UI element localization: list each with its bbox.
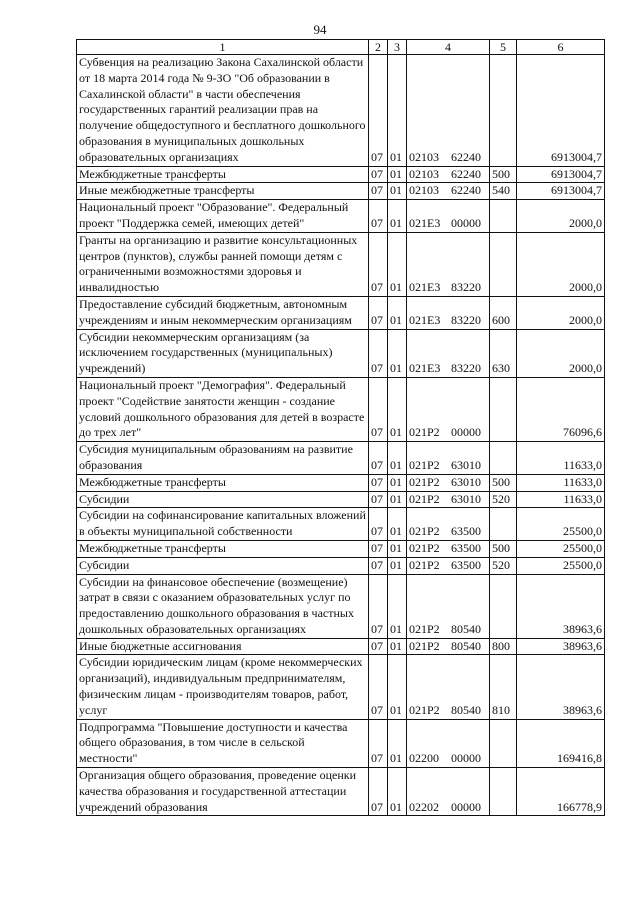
row-subsection-code: 01 xyxy=(388,377,407,441)
row-expense-type xyxy=(490,200,517,233)
target-article-direction-code: 83220 xyxy=(451,312,481,327)
target-article-direction-code: 00000 xyxy=(451,425,481,440)
table-row xyxy=(77,55,605,167)
target-article-program-code: 02200 xyxy=(409,751,439,766)
row-section-code: 07 xyxy=(369,183,388,200)
row-subsection-code: 01 xyxy=(388,557,407,574)
row-subsection-code: 01 xyxy=(388,508,407,541)
target-article-program-code: 02103 xyxy=(409,183,439,198)
table-row xyxy=(77,574,605,638)
row-expense-type: 800 xyxy=(490,638,517,655)
row-expense-type: 500 xyxy=(490,474,517,491)
row-name: Межбюджетные трансферты xyxy=(77,540,369,557)
row-subsection-code: 01 xyxy=(388,200,407,233)
table-row xyxy=(77,183,605,200)
row-target-article xyxy=(407,232,490,296)
table-row xyxy=(77,491,605,508)
row-target-article xyxy=(407,655,490,719)
row-target-article xyxy=(407,491,490,508)
target-article-program-code: 021P2 xyxy=(409,524,440,539)
row-amount: 11633,0 xyxy=(517,491,605,508)
row-target-article xyxy=(407,183,490,200)
target-article-program-code: 021P2 xyxy=(409,540,440,555)
row-subsection-code: 01 xyxy=(388,296,407,329)
row-amount: 38963,6 xyxy=(517,655,605,719)
row-section-code: 07 xyxy=(369,377,388,441)
target-article-program-code: 021P2 xyxy=(409,702,440,717)
row-target-article xyxy=(407,166,490,183)
row-subsection-code: 01 xyxy=(388,183,407,200)
row-section-code: 07 xyxy=(369,166,388,183)
row-section-code: 07 xyxy=(369,296,388,329)
row-section-code: 07 xyxy=(369,508,388,541)
target-article-direction-code: 62240 xyxy=(451,149,481,164)
row-name: Субсидии xyxy=(77,557,369,574)
row-target-article xyxy=(407,377,490,441)
budget-table xyxy=(76,39,605,816)
target-article-direction-code: 63500 xyxy=(451,524,481,539)
target-article-program-code: 021P2 xyxy=(409,457,440,472)
table-row xyxy=(77,719,605,767)
table-row xyxy=(77,655,605,719)
row-amount: 2000,0 xyxy=(517,329,605,377)
target-article-direction-code: 63500 xyxy=(451,540,481,555)
table-row xyxy=(77,232,605,296)
column-header-4: 4 xyxy=(407,40,490,55)
table-row xyxy=(77,638,605,655)
table-row xyxy=(77,166,605,183)
row-name: Субсидии юридическим лицам (кроме некоммерческих организаций), индивидуальным предпринимателям, физическим лицам - производителям товаров, работ, услуг xyxy=(77,655,369,719)
row-target-article xyxy=(407,329,490,377)
row-section-code: 07 xyxy=(369,574,388,638)
row-expense-type xyxy=(490,232,517,296)
row-subsection-code: 01 xyxy=(388,540,407,557)
row-subsection-code: 01 xyxy=(388,574,407,638)
row-expense-type: 500 xyxy=(490,166,517,183)
row-target-article xyxy=(407,557,490,574)
row-target-article xyxy=(407,442,490,475)
row-amount: 38963,6 xyxy=(517,574,605,638)
target-article-direction-code: 00000 xyxy=(451,751,481,766)
table-row xyxy=(77,557,605,574)
row-target-article xyxy=(407,474,490,491)
row-expense-type: 520 xyxy=(490,491,517,508)
row-subsection-code: 01 xyxy=(388,166,407,183)
row-subsection-code: 01 xyxy=(388,474,407,491)
row-expense-type: 600 xyxy=(490,296,517,329)
target-article-direction-code: 63010 xyxy=(451,474,481,489)
row-expense-type xyxy=(490,508,517,541)
row-name: Национальный проект "Образование". Федеральный проект "Поддержка семей, имеющих детей" xyxy=(77,200,369,233)
row-amount: 25500,0 xyxy=(517,557,605,574)
row-expense-type: 810 xyxy=(490,655,517,719)
row-name: Подпрограмма "Повышение доступности и качества общего образования, в том числе в сельской местности" xyxy=(77,719,369,767)
table-row xyxy=(77,540,605,557)
row-subsection-code: 01 xyxy=(388,329,407,377)
target-article-direction-code: 00000 xyxy=(451,799,481,814)
target-article-direction-code: 80540 xyxy=(451,621,481,636)
row-amount: 38963,6 xyxy=(517,638,605,655)
row-expense-type: 630 xyxy=(490,329,517,377)
target-article-program-code: 02202 xyxy=(409,799,439,814)
row-subsection-code: 01 xyxy=(388,655,407,719)
row-subsection-code: 01 xyxy=(388,719,407,767)
row-expense-type xyxy=(490,574,517,638)
table-row xyxy=(77,442,605,475)
column-header-2: 2 xyxy=(369,40,388,55)
target-article-direction-code: 63010 xyxy=(451,491,481,506)
row-section-code: 07 xyxy=(369,442,388,475)
row-expense-type: 500 xyxy=(490,540,517,557)
row-name: Субсидии xyxy=(77,491,369,508)
target-article-direction-code: 63010 xyxy=(451,457,481,472)
table-row xyxy=(77,768,605,816)
row-section-code: 07 xyxy=(369,638,388,655)
row-name: Организация общего образования, проведение оценки качества образования и государственной аттестации учреждений образования xyxy=(77,768,369,816)
row-expense-type xyxy=(490,719,517,767)
row-amount: 2000,0 xyxy=(517,296,605,329)
column-header-5: 5 xyxy=(490,40,517,55)
row-section-code: 07 xyxy=(369,719,388,767)
row-amount: 2000,0 xyxy=(517,232,605,296)
row-section-code: 07 xyxy=(369,491,388,508)
row-subsection-code: 01 xyxy=(388,232,407,296)
row-amount: 25500,0 xyxy=(517,540,605,557)
row-section-code: 07 xyxy=(369,655,388,719)
row-name: Субсидии на финансовое обеспечение (возмещение) затрат в связи с оказанием образовательных услуг по предоставлению дошкольного образования в частных дошкольных образовательных организациях xyxy=(77,574,369,638)
target-article-direction-code: 62240 xyxy=(451,166,481,181)
target-article-direction-code: 62240 xyxy=(451,183,481,198)
row-section-code: 07 xyxy=(369,329,388,377)
target-article-program-code: 021P2 xyxy=(409,425,440,440)
table-row xyxy=(77,200,605,233)
target-article-program-code: 021P2 xyxy=(409,638,440,653)
target-article-direction-code: 83220 xyxy=(451,361,481,376)
row-target-article xyxy=(407,200,490,233)
target-article-program-code: 021E3 xyxy=(409,312,441,327)
row-target-article xyxy=(407,574,490,638)
row-expense-type xyxy=(490,377,517,441)
row-name: Субсидии некоммерческим организациям (за исключением государственных (муниципальных) учреждений) xyxy=(77,329,369,377)
row-target-article xyxy=(407,719,490,767)
target-article-direction-code: 00000 xyxy=(451,215,481,230)
target-article-direction-code: 80540 xyxy=(451,702,481,717)
table-row xyxy=(77,377,605,441)
target-article-program-code: 021P2 xyxy=(409,621,440,636)
row-amount: 25500,0 xyxy=(517,508,605,541)
row-expense-type xyxy=(490,55,517,167)
target-article-direction-code: 63500 xyxy=(451,557,481,572)
row-amount: 6913004,7 xyxy=(517,166,605,183)
row-name: Субвенция на реализацию Закона Сахалинской области от 18 марта 2014 года № 9-ЗО "Об образовании в Сахалинской области" в части обеспечения государственных гарантий реализации прав на получение общедоступного и бесплатного дошкольного образования в муниципальных дошкольных образовательных организациях xyxy=(77,55,369,167)
table-header-row xyxy=(77,40,605,55)
target-article-direction-code: 83220 xyxy=(451,280,481,295)
row-amount: 11633,0 xyxy=(517,474,605,491)
row-expense-type: 520 xyxy=(490,557,517,574)
column-header-3: 3 xyxy=(388,40,407,55)
row-amount: 6913004,7 xyxy=(517,55,605,167)
row-name: Субсидии на софинансирование капитальных вложений в объекты муниципальной собственности xyxy=(77,508,369,541)
page-number: 94 xyxy=(313,22,327,37)
target-article-program-code: 021P2 xyxy=(409,557,440,572)
row-amount: 169416,8 xyxy=(517,719,605,767)
row-section-code: 07 xyxy=(369,232,388,296)
target-article-program-code: 021P2 xyxy=(409,491,440,506)
row-section-code: 07 xyxy=(369,55,388,167)
row-subsection-code: 01 xyxy=(388,491,407,508)
row-subsection-code: 01 xyxy=(388,768,407,816)
target-article-program-code: 021E3 xyxy=(409,215,441,230)
row-name: Межбюджетные трансферты xyxy=(77,474,369,491)
target-article-program-code: 021E3 xyxy=(409,361,441,376)
row-section-code: 07 xyxy=(369,557,388,574)
target-article-program-code: 02103 xyxy=(409,166,439,181)
row-target-article xyxy=(407,55,490,167)
row-expense-type: 540 xyxy=(490,183,517,200)
table-row xyxy=(77,474,605,491)
row-name: Межбюджетные трансферты xyxy=(77,166,369,183)
row-section-code: 07 xyxy=(369,200,388,233)
row-target-article xyxy=(407,296,490,329)
row-section-code: 07 xyxy=(369,540,388,557)
row-amount: 166778,9 xyxy=(517,768,605,816)
row-name: Субсидия муниципальным образованиям на развитие образования xyxy=(77,442,369,475)
row-amount: 6913004,7 xyxy=(517,183,605,200)
row-name: Национальный проект "Демография". Федеральный проект "Содействие занятости женщин - создание условий дошкольного образования для детей в возрасте до трех лет" xyxy=(77,377,369,441)
row-amount: 76096,6 xyxy=(517,377,605,441)
column-header-6: 6 xyxy=(517,40,605,55)
column-header-1: 1 xyxy=(77,40,369,55)
row-section-code: 07 xyxy=(369,474,388,491)
row-expense-type xyxy=(490,442,517,475)
row-subsection-code: 01 xyxy=(388,638,407,655)
target-article-program-code: 021E3 xyxy=(409,280,441,295)
row-subsection-code: 01 xyxy=(388,442,407,475)
row-target-article xyxy=(407,540,490,557)
row-amount: 2000,0 xyxy=(517,200,605,233)
row-expense-type xyxy=(490,768,517,816)
row-name: Гранты на организацию и развитие консультационных центров (пунктов), службы ранней помощи детям с ограниченными возможностями здоровья и инвалидностью xyxy=(77,232,369,296)
table-row xyxy=(77,296,605,329)
row-target-article xyxy=(407,508,490,541)
row-target-article xyxy=(407,638,490,655)
row-section-code: 07 xyxy=(369,768,388,816)
row-target-article xyxy=(407,768,490,816)
row-subsection-code: 01 xyxy=(388,55,407,167)
target-article-program-code: 02103 xyxy=(409,149,439,164)
row-name: Иные бюджетные ассигнования xyxy=(77,638,369,655)
target-article-direction-code: 80540 xyxy=(451,638,481,653)
table-body xyxy=(77,55,605,816)
table-row xyxy=(77,329,605,377)
row-name: Иные межбюджетные трансферты xyxy=(77,183,369,200)
row-amount: 11633,0 xyxy=(517,442,605,475)
target-article-program-code: 021P2 xyxy=(409,474,440,489)
table-row xyxy=(77,508,605,541)
row-name: Предоставление субсидий бюджетным, автономным учреждениям и иным некоммерческим организациям xyxy=(77,296,369,329)
